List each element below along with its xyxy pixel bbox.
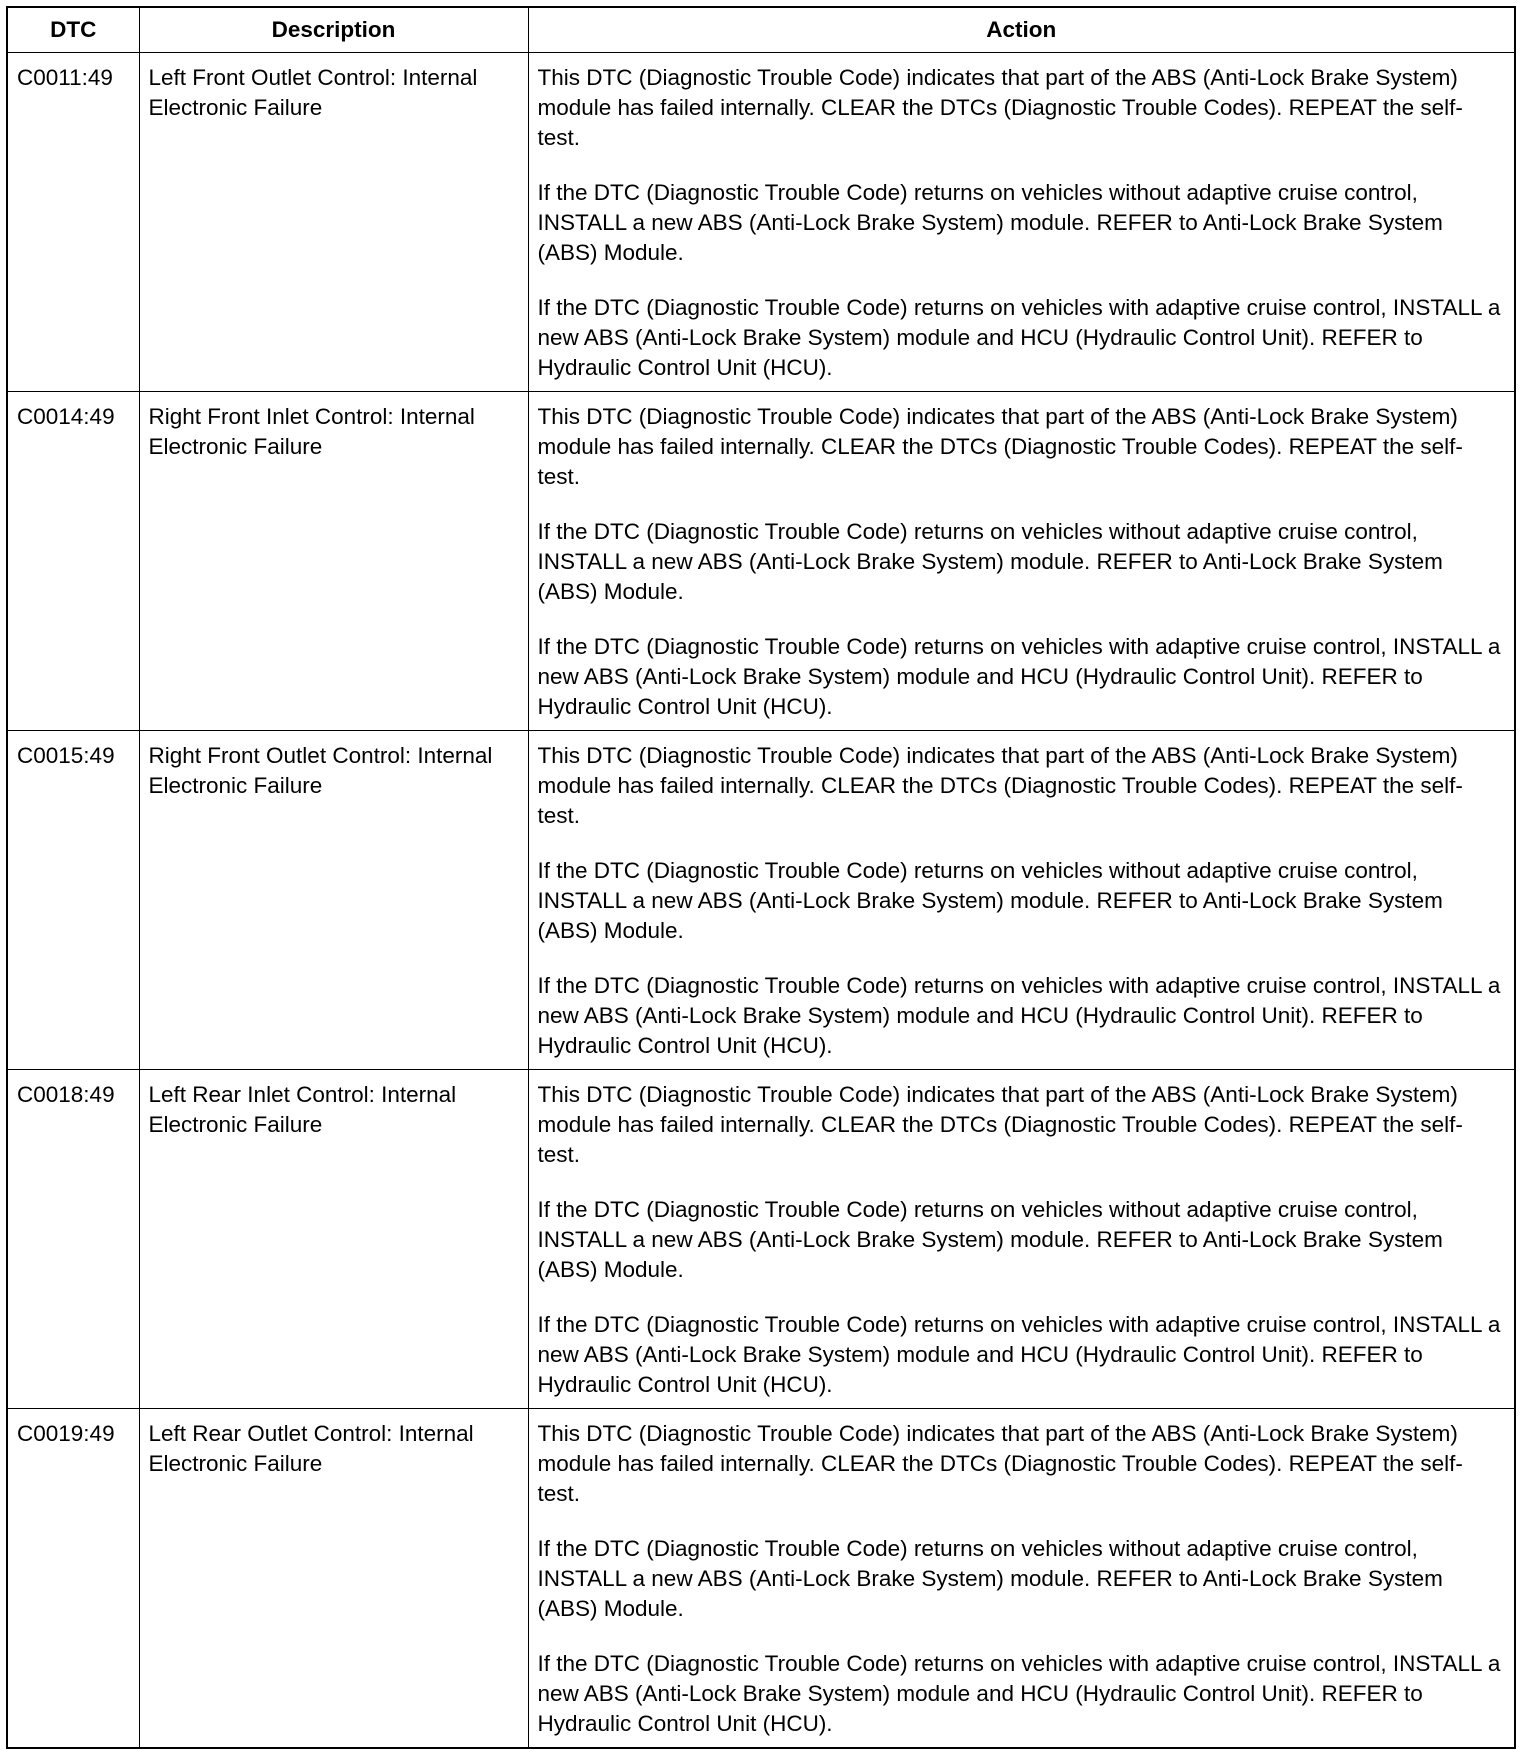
action-paragraph: If the DTC (Diagnostic Trouble Code) returns on vehicles without adaptive cruise control, INSTALL a new ABS (Anti-Lock Brake System) module. REFER to Anti-Lock Brake System (ABS) Module. <box>537 519 1443 604</box>
table-body <box>7 53 1515 1749</box>
dtc-code: C0011:49 <box>7 53 139 392</box>
table-row <box>7 731 1515 1070</box>
action-paragraph: This DTC (Diagnostic Trouble Code) indicates that part of the ABS (Anti-Lock Brake System) module has failed internally. CLEAR the DTCs (Diagnostic Trouble Codes). REPEAT the self-test. <box>537 1421 1463 1506</box>
action-paragraph: If the DTC (Diagnostic Trouble Code) returns on vehicles with adaptive cruise control, INSTALL a new ABS (Anti-Lock Brake System) module and HCU (Hydraulic Control Unit). REFER to Hydraulic Control Unit (HCU). <box>537 1651 1501 1736</box>
dtc-description: Right Front Outlet Control: Internal Electronic Failure <box>139 731 528 1070</box>
dtc-description: Left Front Outlet Control: Internal Electronic Failure <box>139 53 528 392</box>
dtc-description: Left Rear Inlet Control: Internal Electronic Failure <box>139 1070 528 1409</box>
dtc-action <box>528 53 1515 392</box>
action-paragraph: If the DTC (Diagnostic Trouble Code) returns on vehicles without adaptive cruise control, INSTALL a new ABS (Anti-Lock Brake System) module. REFER to Anti-Lock Brake System (ABS) Module. <box>537 1197 1443 1282</box>
dtc-action <box>528 731 1515 1070</box>
action-paragraph: This DTC (Diagnostic Trouble Code) indicates that part of the ABS (Anti-Lock Brake System) module has failed internally. CLEAR the DTCs (Diagnostic Trouble Codes). REPEAT the self-test. <box>537 1082 1463 1167</box>
action-paragraph: If the DTC (Diagnostic Trouble Code) returns on vehicles with adaptive cruise control, INSTALL a new ABS (Anti-Lock Brake System) module and HCU (Hydraulic Control Unit). REFER to Hydraulic Control Unit (HCU). <box>537 295 1501 380</box>
table-header <box>7 7 1515 53</box>
table-row <box>7 392 1515 731</box>
dtc-code: C0019:49 <box>7 1409 139 1749</box>
dtc-action <box>528 392 1515 731</box>
dtc-description: Right Front Inlet Control: Internal Electronic Failure <box>139 392 528 731</box>
action-paragraph: If the DTC (Diagnostic Trouble Code) returns on vehicles without adaptive cruise control, INSTALL a new ABS (Anti-Lock Brake System) module. REFER to Anti-Lock Brake System (ABS) Module. <box>537 858 1443 943</box>
dtc-code: C0015:49 <box>7 731 139 1070</box>
header-row <box>7 7 1515 53</box>
dtc-action <box>528 1409 1515 1749</box>
dtc-table <box>6 6 1516 1749</box>
dtc-code: C0014:49 <box>7 392 139 731</box>
action-paragraph: If the DTC (Diagnostic Trouble Code) returns on vehicles without adaptive cruise control, INSTALL a new ABS (Anti-Lock Brake System) module. REFER to Anti-Lock Brake System (ABS) Module. <box>537 180 1443 265</box>
dtc-action <box>528 1070 1515 1409</box>
header-description: Description <box>139 7 528 53</box>
action-paragraph: If the DTC (Diagnostic Trouble Code) returns on vehicles with adaptive cruise control, INSTALL a new ABS (Anti-Lock Brake System) module and HCU (Hydraulic Control Unit). REFER to Hydraulic Control Unit (HCU). <box>537 634 1501 719</box>
action-paragraph: If the DTC (Diagnostic Trouble Code) returns on vehicles with adaptive cruise control, INSTALL a new ABS (Anti-Lock Brake System) module and HCU (Hydraulic Control Unit). REFER to Hydraulic Control Unit (HCU). <box>537 1312 1501 1397</box>
dtc-code: C0018:49 <box>7 1070 139 1409</box>
action-paragraph: This DTC (Diagnostic Trouble Code) indicates that part of the ABS (Anti-Lock Brake System) module has failed internally. CLEAR the DTCs (Diagnostic Trouble Codes). REPEAT the self-test. <box>537 404 1463 489</box>
table-row <box>7 1070 1515 1409</box>
action-paragraph: If the DTC (Diagnostic Trouble Code) returns on vehicles without adaptive cruise control, INSTALL a new ABS (Anti-Lock Brake System) module. REFER to Anti-Lock Brake System (ABS) Module. <box>537 1536 1443 1621</box>
table-row <box>7 1409 1515 1749</box>
dtc-description: Left Rear Outlet Control: Internal Electronic Failure <box>139 1409 528 1749</box>
action-paragraph: This DTC (Diagnostic Trouble Code) indicates that part of the ABS (Anti-Lock Brake System) module has failed internally. CLEAR the DTCs (Diagnostic Trouble Codes). REPEAT the self-test. <box>537 65 1463 150</box>
header-action: Action <box>528 7 1515 53</box>
header-dtc: DTC <box>7 7 139 53</box>
action-paragraph: If the DTC (Diagnostic Trouble Code) returns on vehicles with adaptive cruise control, INSTALL a new ABS (Anti-Lock Brake System) module and HCU (Hydraulic Control Unit). REFER to Hydraulic Control Unit (HCU). <box>537 973 1501 1058</box>
action-paragraph: This DTC (Diagnostic Trouble Code) indicates that part of the ABS (Anti-Lock Brake System) module has failed internally. CLEAR the DTCs (Diagnostic Trouble Codes). REPEAT the self-test. <box>537 743 1463 828</box>
table-row <box>7 53 1515 392</box>
